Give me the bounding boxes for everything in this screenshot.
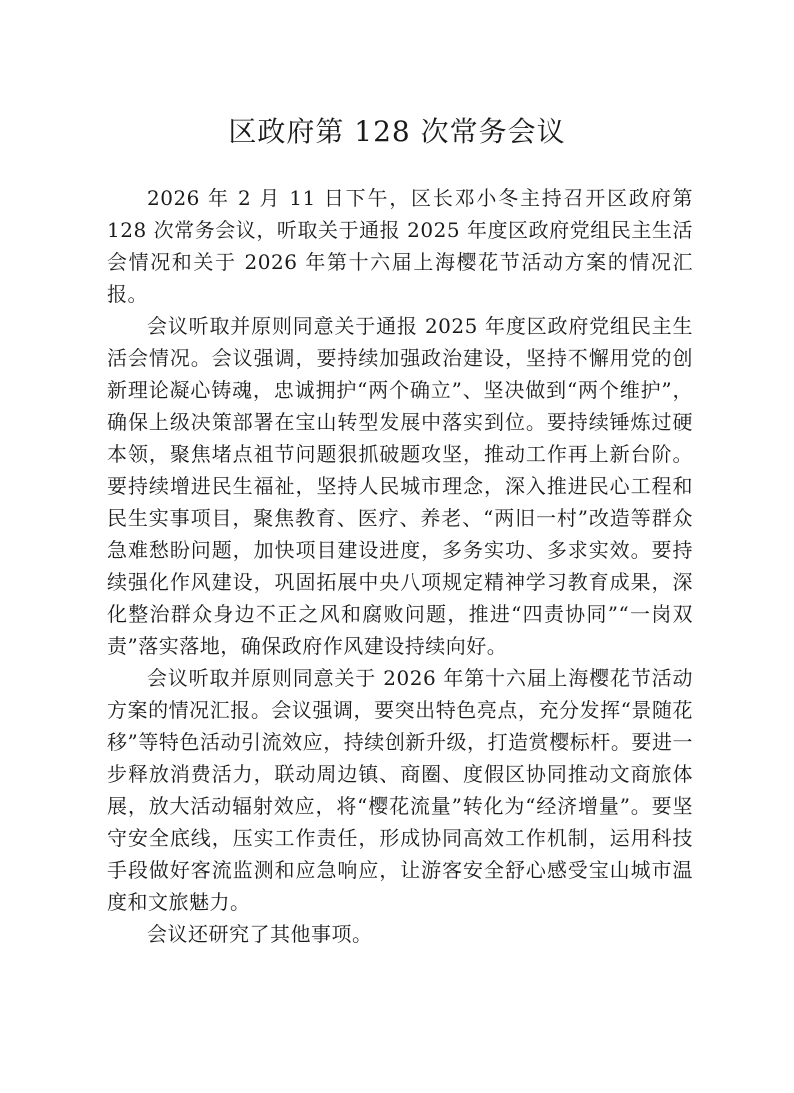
document-title: 区政府第 128 次常务会议 <box>228 115 566 148</box>
paragraph-other-matters: 会议还研究了其他事项。 <box>147 922 373 946</box>
paragraph-meeting-summary: 2026 年 2 月 11 日下午，区长邓小冬主持召开区政府第 128 次常务会议，听取关于通报 2025 年度区政府党组民主生活会情况和关于 2026 年第十六届上海樱花节活动方案的情况汇报。 <box>107 186 693 306</box>
document-body <box>107 182 693 950</box>
paragraph-cherry-blossom-festival: 会议听取并原则同意关于 2026 年第十六届上海樱花节活动方案的情况汇报。会议强调，要突出特色亮点，充分发挥“景随花移”等特色活动引流效应，持续创新升级，打造赏樱标杆。要进一步释放消费活力，联动周边镇、商圈、度假区协同推动文商旅体展，放大活动辐射效应，将“樱花流量”转化为“经济增量”。要坚守安全底线，压实工作责任，形成协同高效工作机制，运用科技手段做好客流监测和应急响应，让游客安全舒心感受宝山城市温度和文旅魅力。 <box>107 666 693 914</box>
paragraph-party-life-meeting: 会议听取并原则同意关于通报 2025 年度区政府党组民主生活会情况。会议强调，要持续加强政治建设，坚持不懈用党的创新理论凝心铸魂，忠诚拥护“两个确立”、坚决做到“两个维护”，确保上级决策部署在宝山转型发展中落实到位。要持续锤炼过硬本领，聚焦堵点祖节问题狠抓破题攻坚，推动工作再上新台阶。要持续增进民生福祉，坚持人民城市理念，深入推进民心工程和民生实事项目，聚焦教育、医疗、养老、“两旧一村”改造等群众急难愁盼问题，加快项目建设进度，多务实功、多求实效。要持续强化作风建设，巩固拓展中央八项规定精神学习教育成果，深化整治群众身边不正之风和腐败问题，推进“四责协同”“一岗双责”落实落地，确保政府作风建设持续向好。 <box>107 314 693 658</box>
